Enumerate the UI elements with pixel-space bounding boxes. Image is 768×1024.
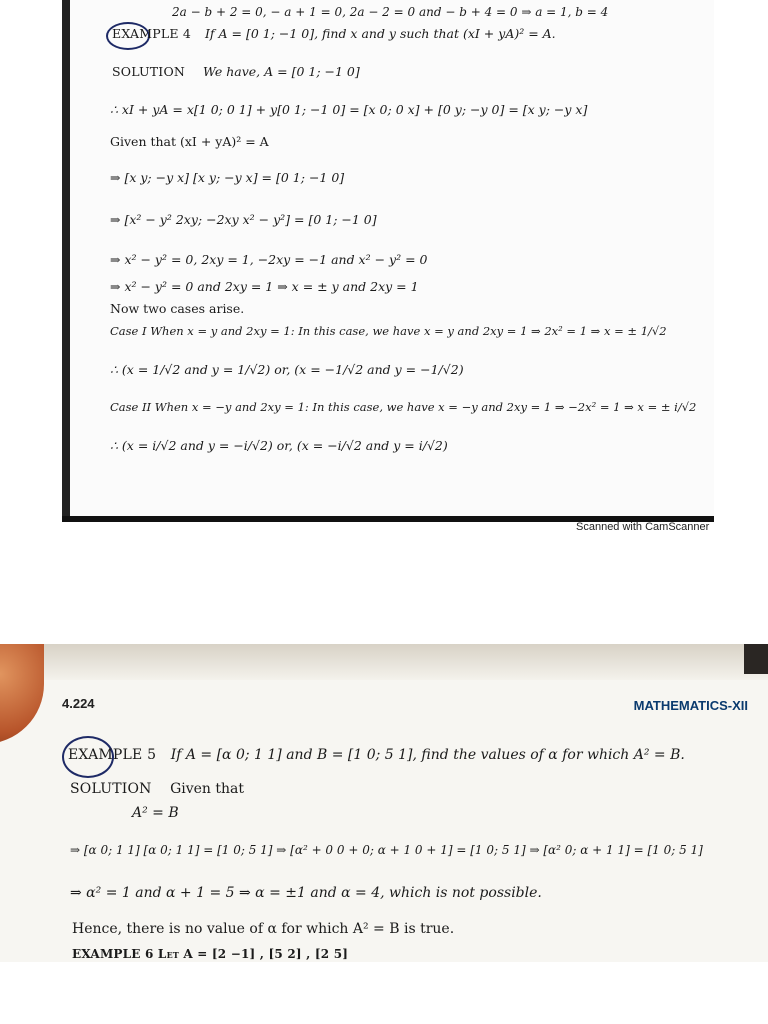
example-5-statement: If A = [α 0; 1 1] and B = [1 0; 5 1], find the values of α for which A² = B.	[170, 747, 685, 763]
scanned-page-bottom	[0, 644, 768, 962]
solution-label: SOLUTION	[112, 64, 186, 79]
page-top-band	[0, 644, 768, 680]
scan-watermark: Scanned with CamScanner	[576, 521, 710, 533]
step-5: ⇒ x² − y² = 0 and 2xy = 1 ⇒ x = ± y and 2xy = 1	[110, 279, 419, 294]
top-line: 2a − b + 2 = 0, − a + 1 = 0, 2a − 2 = 0 and − b + 4 = 0 ⇒ a = 1, b = 4	[172, 5, 609, 19]
scanned-page-top	[62, 0, 714, 520]
book-header: MATHEMATICS-XII	[633, 698, 748, 713]
conclusion: Hence, there is no value of α for which A² = B is true.	[72, 921, 455, 937]
next-example-cut: EXAMPLE 6 Let A = [2 −1] , [5 2] , [2 5]	[72, 947, 349, 961]
case-1: Case I When x = y and 2xy = 1: In this case, we have x = y and 2xy = 1 ⇒ 2x² = 1 ⇒ x = ± 1/√2	[110, 324, 667, 338]
page-corner-shadow	[744, 644, 768, 674]
solution-intro: We have, A = [0 1; −1 0]	[203, 64, 360, 79]
cases-intro: Now two cases arise.	[110, 301, 245, 316]
step-5-1: ⇒ [α 0; 1 1] [α 0; 1 1] = [1 0; 5 1] ⇒ [α² + 0 0 + 0; α + 1 0 + 1] = [1 0; 5 1] ⇒ [α² 0; α + 1 1] = [1 0; 5 1]	[70, 843, 703, 857]
given-line: Given that (xI + yA)² = A	[110, 134, 269, 149]
case-2-result: ∴ (x = i/√2 and y = −i/√2) or, (x = −i/√2 and y = i/√2)	[110, 438, 448, 453]
solution-5-label: SOLUTION	[70, 781, 152, 797]
step-5-2: ⇒ α² = 1 and α + 1 = 5 ⇒ α = ±1 and α = 4, which is not possible.	[70, 885, 542, 901]
case-2: Case II When x = −y and 2xy = 1: In this case, we have x = −y and 2xy = 1 ⇒ −2x² = 1 ⇒ x = ± i/√2	[110, 400, 697, 414]
eq-a2-b: A² = B	[132, 805, 179, 821]
step-3: ⇒ [x² − y² 2xy; −2xy x² − y²] = [0 1; −1 0]	[110, 212, 377, 227]
page-edge-shadow	[62, 0, 70, 520]
example-statement: If A = [0 1; −1 0], find x and y such that (xI + yA)² = A.	[204, 26, 556, 41]
step-therefore: ∴ xI + yA = x[1 0; 0 1] + y[0 1; −1 0] = [x 0; 0 x] + [0 y; −y 0] = [x y; −y x]	[110, 102, 588, 117]
page-number: 4.224	[62, 696, 95, 711]
example-label: EXAMPLE 4	[112, 26, 191, 41]
thumb-photo	[0, 644, 44, 744]
case-1-result: ∴ (x = 1/√2 and y = 1/√2) or, (x = −1/√2 and y = −1/√2)	[110, 362, 464, 377]
step-4: ⇒ x² − y² = 0, 2xy = 1, −2xy = −1 and x² − y² = 0	[110, 252, 428, 267]
step-2: ⇒ [x y; −y x] [x y; −y x] = [0 1; −1 0]	[110, 170, 345, 185]
solution-5-intro: Given that	[170, 781, 244, 797]
example-5-label: EXAMPLE 5	[68, 747, 157, 763]
